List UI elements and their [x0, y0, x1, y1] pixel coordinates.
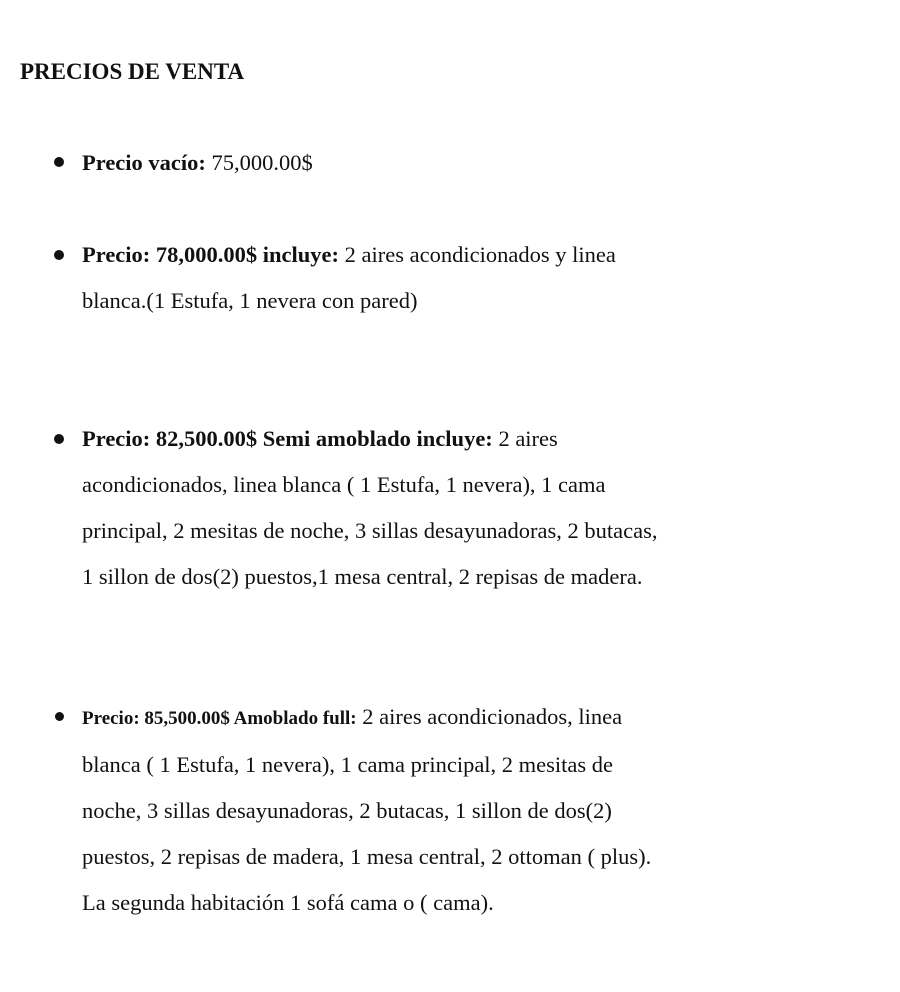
item-line: La segunda habitación 1 sofá cama o ( cama). — [82, 890, 494, 915]
item-line: principal, 2 mesitas de noche, 3 sillas desayunadoras, 2 butacas, — [82, 518, 658, 543]
item-line: puestos, 2 repisas de madera, 1 mesa central, 2 ottoman ( plus). — [82, 844, 652, 869]
item-line: acondicionados, linea blanca ( 1 Estufa, 1 nevera), 1 cama — [82, 472, 606, 497]
item-text: 75,000.00$ — [205, 150, 313, 175]
price-item-empty — [82, 140, 882, 186]
price-item-semi-furnished — [82, 416, 882, 600]
item-text: 2 aires — [492, 426, 558, 451]
item-line — [82, 694, 882, 742]
item-line — [82, 416, 882, 462]
item-lead: Precio vacío: — [82, 150, 206, 175]
item-line — [82, 140, 882, 186]
item-line: blanca.(1 Estufa, 1 nevera con pared) — [82, 288, 418, 313]
bullet-icon — [55, 712, 64, 721]
item-text: 2 aires acondicionados, linea — [356, 704, 623, 729]
price-item-basic — [82, 232, 882, 324]
item-line: 1 sillon de dos(2) puestos,1 mesa central, 2 repisas de madera. — [82, 564, 643, 589]
page-title: PRECIOS DE VENTA — [20, 59, 245, 84]
bullet-icon — [54, 157, 64, 167]
item-lead: Precio: 78,000.00$ incluye: — [82, 242, 340, 267]
item-line: noche, 3 sillas desayunadoras, 2 butacas, 1 sillon de dos(2) — [82, 798, 612, 823]
item-text: 2 aires acondicionados y linea — [339, 242, 616, 267]
item-line — [82, 232, 882, 278]
bullet-icon — [54, 434, 64, 444]
item-lead: Precio: 85,500.00$ Amoblado full: — [82, 708, 357, 729]
price-item-full-furnished — [82, 694, 882, 926]
item-lead: Precio: 82,500.00$ Semi amoblado incluye: — [82, 426, 493, 451]
item-line: blanca ( 1 Estufa, 1 nevera), 1 cama principal, 2 mesitas de — [82, 752, 614, 777]
bullet-icon — [54, 250, 64, 260]
